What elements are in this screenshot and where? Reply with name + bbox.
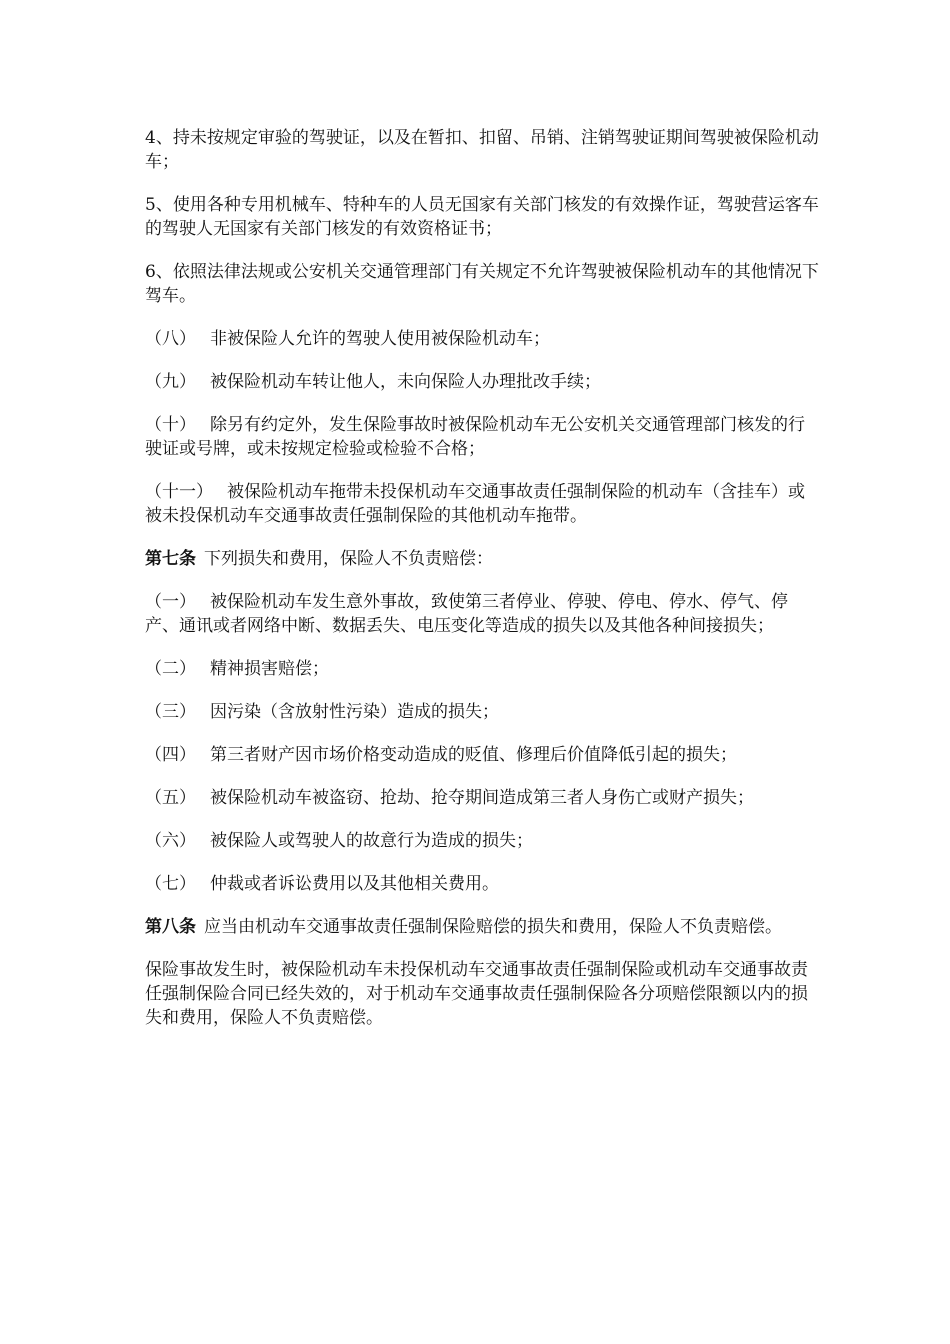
clause-label: （八）: [145, 329, 196, 349]
article-7: [145, 547, 820, 571]
clause-label: （二）: [145, 659, 196, 679]
clause-label: （一）: [145, 592, 196, 612]
clause-label: （十一）: [145, 482, 213, 502]
paragraph-clause-10: [145, 413, 820, 461]
paragraph-clause-6: [145, 829, 820, 853]
paragraph-text: 第三者财产因市场价格变动造成的贬值、修理后价值降低引起的损失；: [210, 745, 737, 765]
paragraph-item-6: [145, 260, 820, 308]
paragraph-clause-5: [145, 786, 820, 810]
paragraph-text: 因污染（含放射性污染）造成的损失；: [210, 702, 499, 722]
paragraph-clause-3: [145, 700, 820, 724]
document-body: [145, 126, 820, 1049]
clause-label: （九）: [145, 372, 196, 392]
paragraph-text: 6、依照法律法规或公安机关交通管理部门有关规定不允许驾驶被保险机动车的其他情况下驾车。: [145, 262, 819, 306]
clause-label: （五）: [145, 788, 196, 808]
paragraph-clause-1: [145, 590, 820, 638]
paragraph-text: 精神损害赔偿；: [210, 659, 329, 679]
clause-label: （六）: [145, 831, 196, 851]
paragraph-clause-2: [145, 657, 820, 681]
paragraph-text: 被保险人或驾驶人的故意行为造成的损失；: [210, 831, 533, 851]
paragraph-clause-7: [145, 872, 820, 896]
article-8: [145, 915, 820, 939]
clause-label: （四）: [145, 745, 196, 765]
paragraph-text: 4、持未按规定审验的驾驶证，以及在暂扣、扣留、吊销、注销驾驶证期间驾驶被保险机动车；: [145, 128, 819, 172]
paragraph-text: 非被保险人允许的驾驶人使用被保险机动车；: [210, 329, 550, 349]
paragraph-text: 下列损失和费用，保险人不负责赔偿：: [204, 549, 493, 569]
paragraph-text: 应当由机动车交通事故责任强制保险赔偿的损失和费用，保险人不负责赔偿。: [204, 917, 782, 937]
paragraph-clause-8: [145, 327, 820, 351]
paragraph-text: 被保险机动车拖带未投保机动车交通事故责任强制保险的机动车（含挂车）或被未投保机动车交通事故责任强制保险的其他机动车拖带。: [145, 482, 805, 526]
paragraph-text: 保险事故发生时，被保险机动车未投保机动车交通事故责任强制保险或机动车交通事故责任强制保险合同已经失效的，对于机动车交通事故责任强制保险各分项赔偿限额以内的损失和费用，保险人不负责赔偿。: [145, 960, 808, 1028]
paragraph-item-5: [145, 193, 820, 241]
clause-label: （七）: [145, 874, 196, 894]
paragraph-clause-9: [145, 370, 820, 394]
paragraph-text: 5、使用各种专用机械车、特种车的人员无国家有关部门核发的有效操作证，驾驶营运客车的驾驶人无国家有关部门核发的有效资格证书；: [145, 195, 819, 239]
article-heading: 第七条: [145, 549, 196, 569]
paragraph-clause-11: [145, 480, 820, 528]
clause-label: （十）: [145, 415, 196, 435]
paragraph-item-4: [145, 126, 820, 174]
paragraph-text: 仲裁或者诉讼费用以及其他相关费用。: [210, 874, 499, 894]
paragraph-text: 被保险机动车被盗窃、抢劫、抢夺期间造成第三者人身伤亡或财产损失；: [210, 788, 754, 808]
paragraph-text: 除另有约定外，发生保险事故时被保险机动车无公安机关交通管理部门核发的行驶证或号牌，或未按规定检验或检验不合格；: [145, 415, 805, 459]
article-heading: 第八条: [145, 917, 196, 937]
clause-label: （三）: [145, 702, 196, 722]
paragraph-clause-4: [145, 743, 820, 767]
paragraph-text: 被保险机动车发生意外事故，致使第三者停业、停驶、停电、停水、停气、停产、通讯或者网络中断、数据丢失、电压变化等造成的损失以及其他各种间接损失；: [145, 592, 788, 636]
paragraph-text: 被保险机动车转让他人，未向保险人办理批改手续；: [210, 372, 601, 392]
paragraph-closing: [145, 958, 820, 1030]
